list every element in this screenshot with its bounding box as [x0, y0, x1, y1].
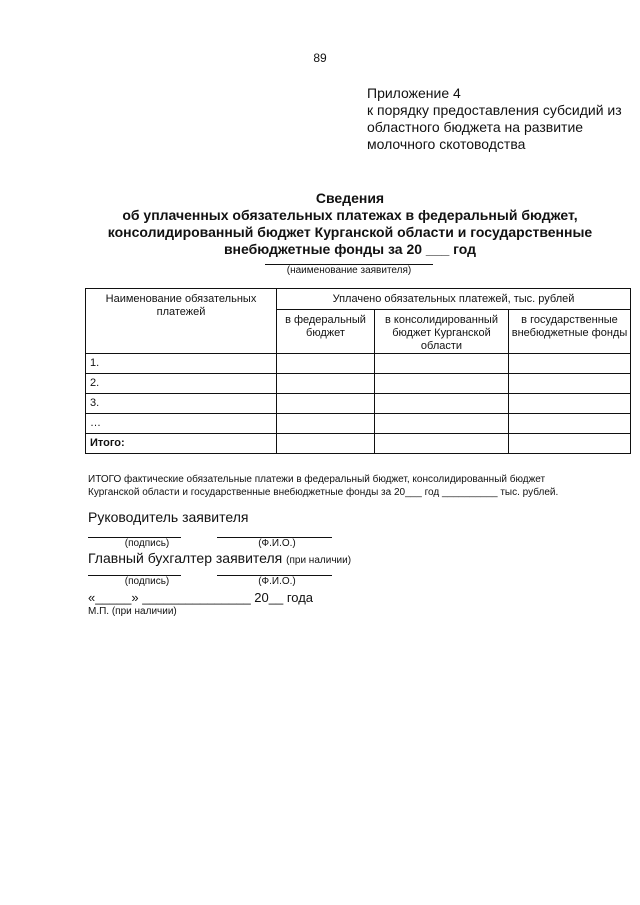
cell-federal[interactable] — [277, 414, 375, 434]
appendix-line: к порядку предоставления субсидий из — [367, 102, 622, 118]
cell-consolidated[interactable] — [375, 434, 509, 454]
title-line: об уплаченных обязательных платежах в федеральный бюджет, — [122, 207, 578, 223]
title-line: внебюджетные фонды за 20 ___ год — [223, 241, 477, 257]
footnote-line: Курганской области и государственные внебюджетные фонды за 20___ год __________ тыс. рублей. — [88, 487, 559, 498]
cell-consolidated[interactable] — [375, 414, 509, 434]
accountant-fio-caption: (Ф.И.О.) — [258, 576, 296, 587]
cell-funds[interactable] — [509, 354, 631, 374]
applicant-caption: (наименование заявителя) — [286, 265, 412, 276]
row-label: 2. — [86, 374, 277, 394]
accountant-note: (при наличии) — [286, 555, 352, 566]
appendix-line: областного бюджета на развитие — [367, 119, 584, 135]
row-label: 3. — [86, 394, 277, 414]
stamp-note: М.П. (при наличии) — [88, 606, 177, 617]
head-label: Руководитель заявителя — [88, 509, 249, 525]
column-header-consolidated: в консолидированный бюджет Курганской области — [375, 310, 509, 354]
column-header-paid: Уплачено обязательных платежей, тыс. рублей — [277, 289, 631, 310]
head-fio-caption: (Ф.И.О.) — [258, 538, 296, 549]
appendix-heading — [367, 85, 632, 153]
column-header-name: Наименование обязательных платежей — [86, 289, 277, 354]
column-header-funds: в государственные внебюджетные фонды — [509, 310, 631, 354]
cell-consolidated[interactable] — [375, 374, 509, 394]
head-signature-caption: (подпись) — [124, 538, 170, 549]
title-line: Сведения — [315, 190, 385, 206]
cell-consolidated[interactable] — [375, 394, 509, 414]
cell-funds[interactable] — [509, 414, 631, 434]
date-field[interactable]: «_____» _______________ 20__ года — [88, 590, 314, 605]
row-label: … — [86, 414, 277, 434]
page-number: 89 — [313, 51, 327, 65]
document-title — [60, 190, 640, 258]
accountant-label-row — [88, 550, 351, 566]
table-row — [86, 394, 631, 414]
table-row — [86, 414, 631, 434]
footnote-line: ИТОГО фактические обязательные платежи в федеральный бюджет, консолидированный бюджет — [88, 474, 546, 485]
row-label-total: Итого: — [86, 434, 277, 454]
cell-federal[interactable] — [277, 354, 375, 374]
cell-federal[interactable] — [277, 394, 375, 414]
cell-funds[interactable] — [509, 374, 631, 394]
cell-consolidated[interactable] — [375, 354, 509, 374]
cell-federal[interactable] — [277, 434, 375, 454]
payments-table — [85, 288, 631, 454]
cell-funds[interactable] — [509, 394, 631, 414]
table-row — [86, 354, 631, 374]
column-header-federal: в федеральный бюджет — [277, 310, 375, 354]
appendix-line: молочного скотоводства — [367, 136, 526, 152]
table-row — [86, 374, 631, 394]
table-row-total — [86, 434, 631, 454]
accountant-label: Главный бухгалтер заявителя — [88, 550, 283, 566]
appendix-line: Приложение 4 — [367, 85, 461, 101]
total-footnote — [88, 473, 628, 499]
cell-federal[interactable] — [277, 374, 375, 394]
accountant-signature-caption: (подпись) — [124, 576, 170, 587]
cell-funds[interactable] — [509, 434, 631, 454]
row-label: 1. — [86, 354, 277, 374]
title-line: консолидированный бюджет Курганской области и государственные — [107, 224, 593, 240]
